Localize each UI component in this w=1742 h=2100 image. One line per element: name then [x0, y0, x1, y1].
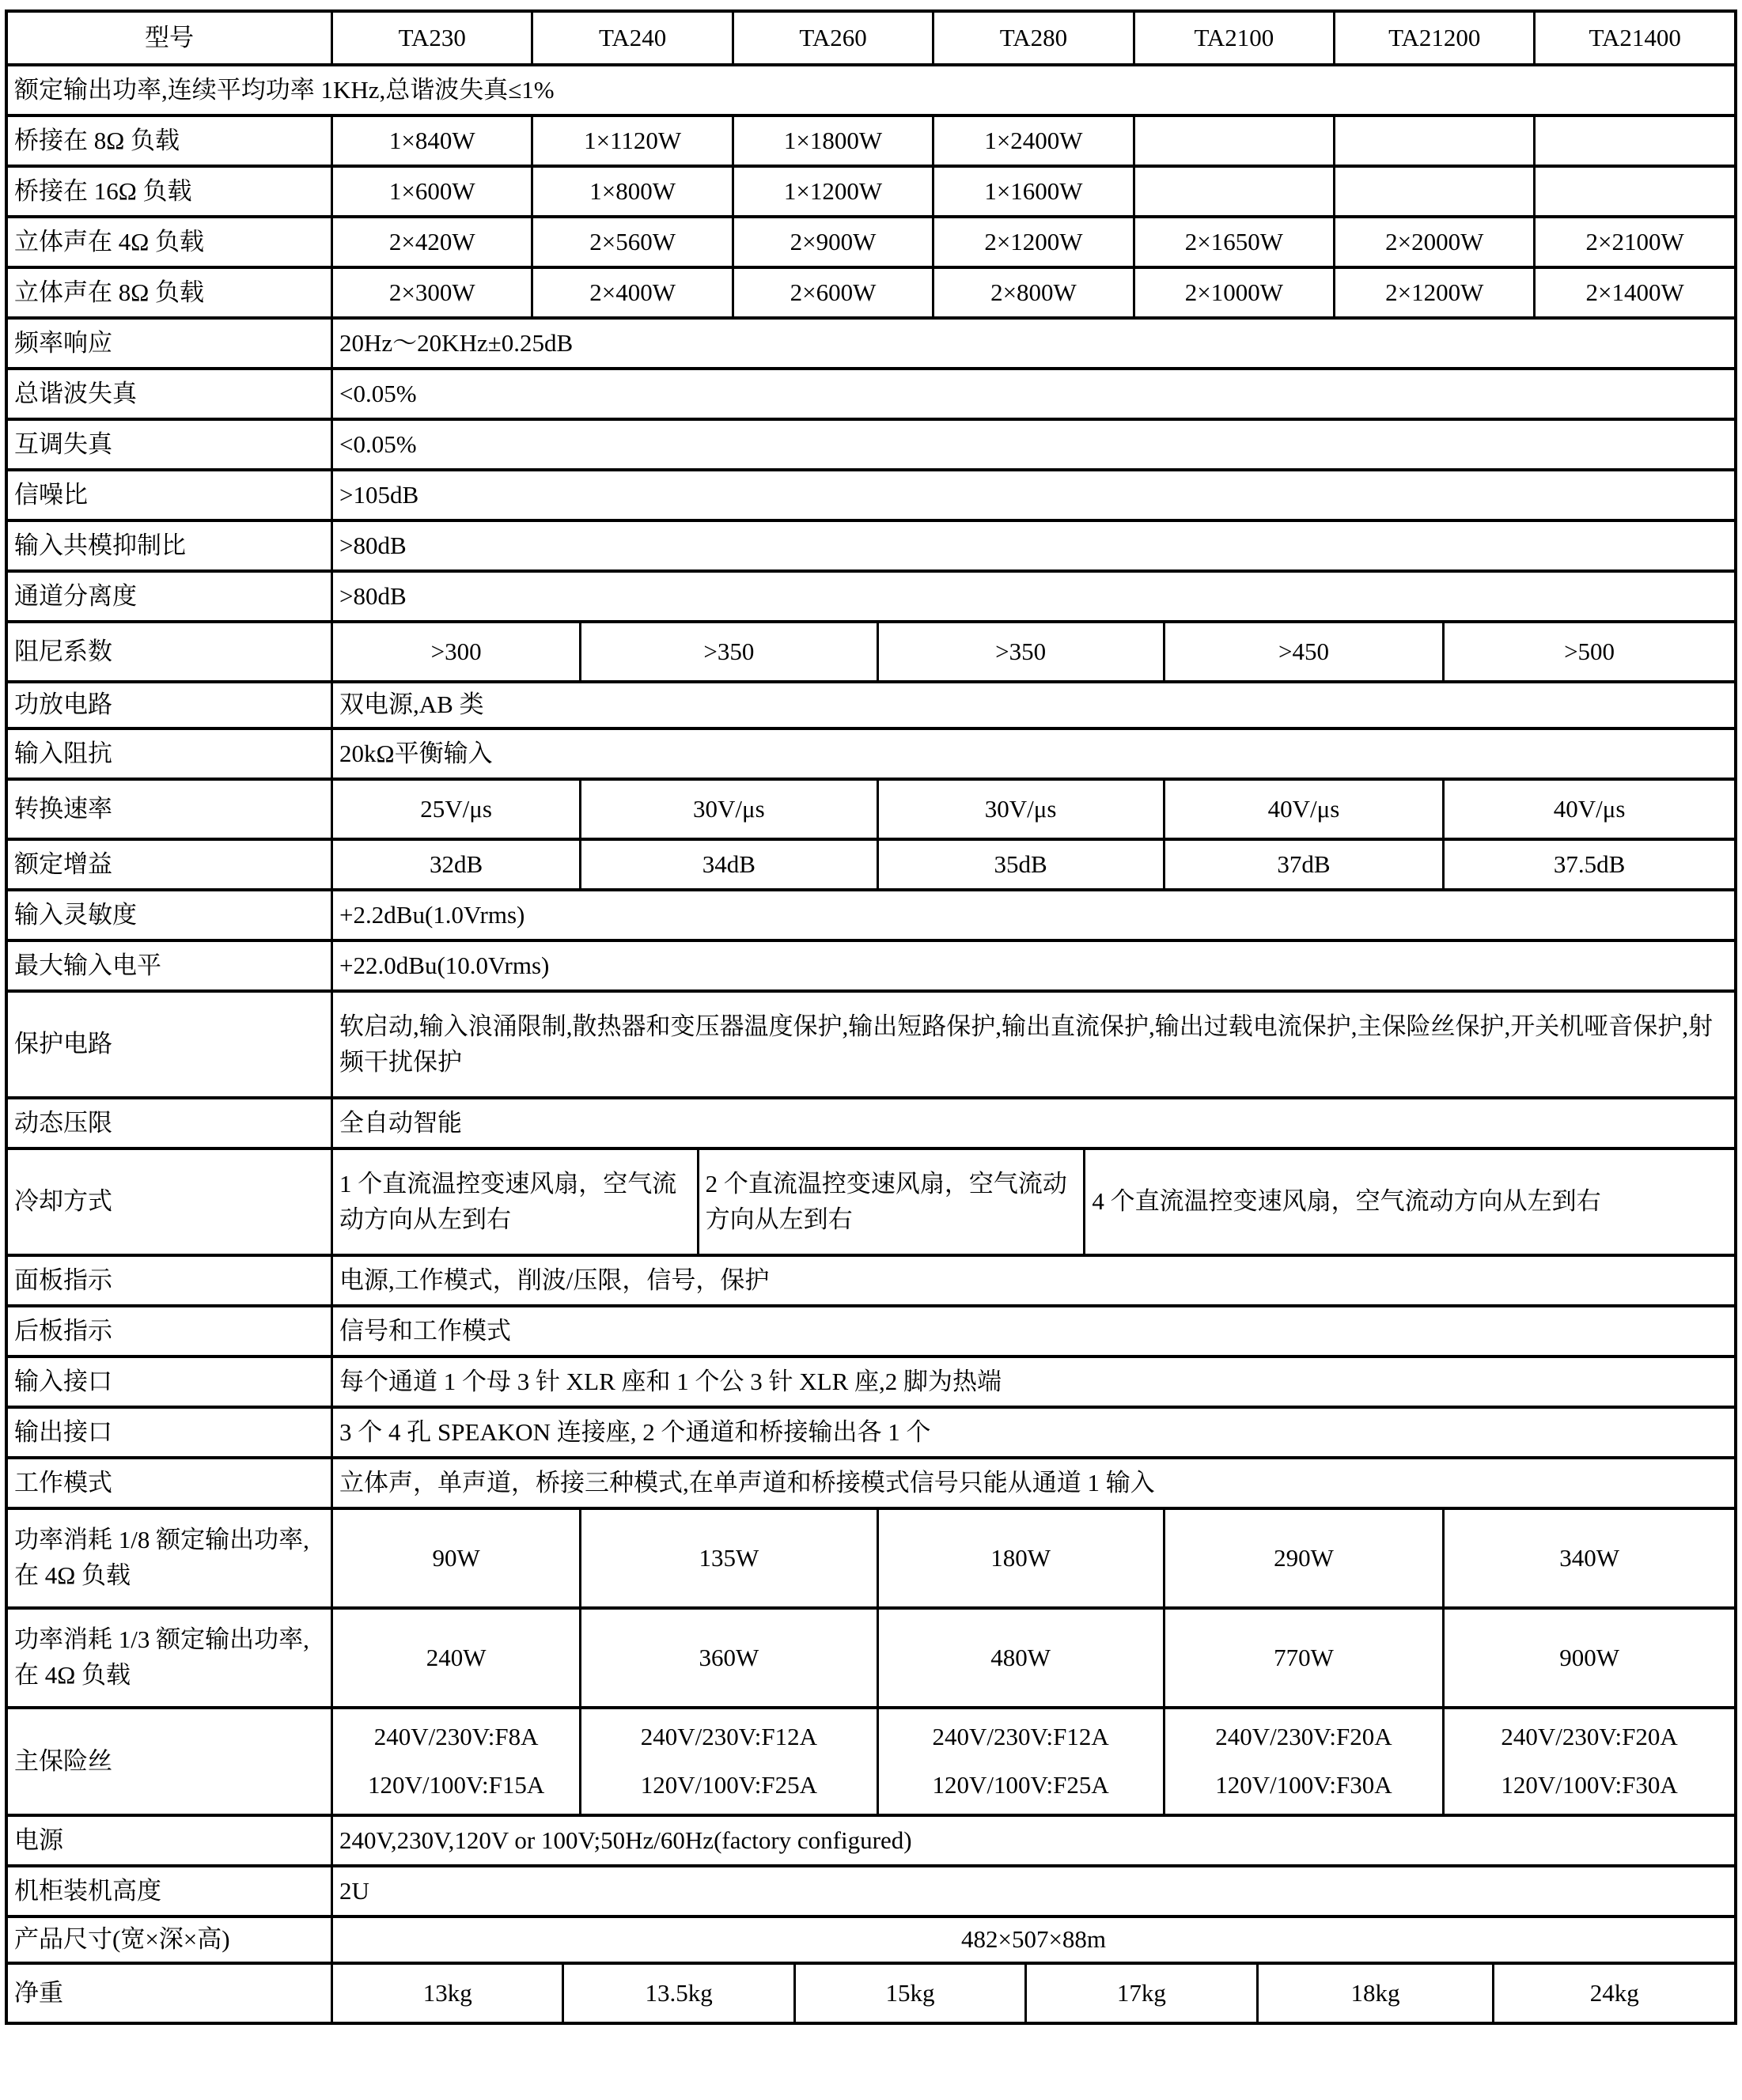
- spec-value-cell: >80dB: [331, 522, 1734, 569]
- spec-value-cell: 2×300W: [331, 269, 531, 316]
- spec-label-cell: 桥接在 16Ω 负载: [14, 176, 192, 205]
- model-name-cell: TA21400: [1533, 13, 1733, 63]
- spec-value-cell: 40V/μs: [1442, 781, 1734, 838]
- spec-value-cell: >350: [877, 623, 1163, 680]
- spec-value-cell: 770W: [1163, 1610, 1442, 1706]
- rated-power-note: 额定输出功率,连续平均功率 1KHz,总谐波失真≤1%: [14, 75, 555, 104]
- spec-value-cell: [1333, 168, 1533, 215]
- spec-value-cell: 2×420W: [331, 218, 531, 266]
- spec-value-cell: >350: [579, 623, 876, 680]
- spec-value-cell: 360W: [579, 1610, 876, 1706]
- spec-value-cell: 240W: [331, 1610, 579, 1706]
- spec-value-cell: +22.0dBu(10.0Vrms): [331, 942, 1734, 989]
- spec-label-cell: 转换速率: [14, 794, 112, 823]
- spec-value-cell: 240V,230V,120V or 100V;50Hz/60Hz(factory configured): [331, 1817, 1734, 1864]
- table-row-damping-factor: [8, 620, 1734, 680]
- table-row-operating-modes: [8, 1456, 1734, 1507]
- spec-label-cell: 动态压限: [14, 1108, 112, 1137]
- spec-value-cell: >500: [1442, 623, 1734, 680]
- fuse-rating-240v: 240V/230V:F12A: [932, 1723, 1109, 1751]
- table-row-rear-panel-indicators: [8, 1304, 1734, 1355]
- table-row-channel-separation: [8, 569, 1734, 620]
- table-row-rated-power-note: [8, 63, 1734, 114]
- spec-value-cell: 2 个直流温控变速风扇，空气流动方向从左到右: [697, 1150, 1084, 1254]
- spec-value-cell: 35dB: [877, 841, 1163, 888]
- header-model-label: 型号: [145, 23, 195, 51]
- spec-value-cell: 全自动智能: [331, 1099, 1734, 1147]
- spec-label-cell: 输入灵敏度: [14, 900, 137, 929]
- table-row-max-input-level: [8, 939, 1734, 989]
- model-name-cell: TA260: [732, 13, 932, 63]
- spec-value-cell: >105dB: [331, 471, 1734, 519]
- spec-label-cell: 保护电路: [14, 1030, 112, 1058]
- spec-value-cell: 1×1120W: [531, 117, 731, 165]
- model-name-cell: TA21200: [1333, 13, 1533, 63]
- spec-value-cell: 90W: [331, 1510, 579, 1606]
- spec-label-cell: 阻尼系数: [14, 637, 112, 665]
- model-name-cell: TA2100: [1133, 13, 1333, 63]
- spec-value-cell: 482×507×88m: [331, 1918, 1734, 1962]
- spec-value-cell: [579, 1709, 876, 1814]
- spec-value-cell: [1333, 117, 1533, 165]
- spec-value-cell: 180W: [877, 1510, 1163, 1606]
- spec-label-cell: 主保险丝: [14, 1746, 112, 1775]
- spec-value-cell: 480W: [877, 1610, 1163, 1706]
- spec-label-cell: 后板指示: [14, 1316, 112, 1345]
- table-row-amp-circuit: [8, 680, 1734, 727]
- spec-value-cell: 电源,工作模式，削波/压限，信号，保护: [331, 1257, 1734, 1304]
- spec-label-cell: 输出接口: [14, 1417, 112, 1446]
- spec-label-cell: 互调失真: [14, 429, 112, 458]
- spec-value-cell: 30V/μs: [877, 781, 1163, 838]
- table-row-main-fuse: [8, 1706, 1734, 1814]
- spec-value-cell: 信号和工作模式: [331, 1307, 1734, 1355]
- spec-value-cell: 20Hz～20KHz±0.25dB: [331, 320, 1734, 367]
- spec-value-cell: [877, 1709, 1163, 1814]
- spec-label-cell: 总谐波失真: [14, 379, 137, 407]
- spec-value-cell: 20kΩ平衡输入: [331, 730, 1734, 778]
- spec-label-cell: 功放电路: [14, 691, 112, 719]
- table-row-dynamic-limiter: [8, 1096, 1734, 1147]
- model-name-cell: TA280: [932, 13, 1132, 63]
- spec-label-cell: 输入阻抗: [14, 739, 112, 767]
- spec-label-cell: 产品尺寸(宽×深×高): [14, 1925, 230, 1954]
- spec-value-cell: 1×840W: [331, 117, 531, 165]
- table-row-dimensions: [8, 1915, 1734, 1962]
- spec-value-cell: [1133, 168, 1333, 215]
- spec-value-cell: 2×600W: [732, 269, 932, 316]
- spec-value-cell: 双电源,AB 类: [331, 683, 1734, 727]
- table-row-thd: [8, 367, 1734, 418]
- table-row-model-header: [8, 13, 1734, 63]
- spec-value-cell: 340W: [1442, 1510, 1734, 1606]
- fuse-rating-240v: 240V/230V:F20A: [1501, 1723, 1678, 1751]
- table-row-stereo-8ohm: [8, 266, 1734, 316]
- fuse-rating-120v: 120V/100V:F25A: [640, 1771, 818, 1799]
- table-row-input-sensitivity: [8, 888, 1734, 939]
- spec-value-cell: 37.5dB: [1442, 841, 1734, 888]
- spec-value-cell: [1442, 1709, 1734, 1814]
- spec-value-cell: 4 个直流温控变速风扇，空气流动方向从左到右: [1083, 1150, 1734, 1254]
- spec-value-cell: 1×1800W: [732, 117, 932, 165]
- spec-label-cell: 立体声在 8Ω 负载: [14, 278, 205, 306]
- spec-label-cell: 信噪比: [14, 480, 88, 509]
- spec-value-cell: 2×1400W: [1533, 269, 1733, 316]
- spec-value-cell: [1533, 168, 1733, 215]
- spec-label-cell: 功率消耗 1/8 额定输出功率,在 4Ω 负载: [14, 1526, 309, 1589]
- spec-value-cell: 2×900W: [732, 218, 932, 266]
- table-row-imd: [8, 418, 1734, 468]
- table-row-bridged-16ohm: [8, 165, 1734, 215]
- spec-value-cell: 每个通道 1 个母 3 针 XLR 座和 1 个公 3 针 XLR 座,2 脚为热端: [331, 1358, 1734, 1406]
- spec-label-cell: 桥接在 8Ω 负载: [14, 126, 180, 154]
- spec-value-cell: >300: [331, 623, 579, 680]
- spec-value-cell: 立体声，单声道，桥接三种模式,在单声道和桥接模式信号只能从通道 1 输入: [331, 1459, 1734, 1507]
- spec-value-cell: 1×2400W: [932, 117, 1132, 165]
- spec-value-cell: 2×1200W: [1333, 269, 1533, 316]
- spec-label-cell: 频率响应: [14, 328, 112, 357]
- fuse-rating-120v: 120V/100V:F30A: [1501, 1771, 1678, 1799]
- spec-value-cell: 1×1600W: [932, 168, 1132, 215]
- spec-label-cell: 机柜装机高度: [14, 1876, 161, 1905]
- spec-label-cell: 额定增益: [14, 849, 112, 878]
- spec-value-cell: >80dB: [331, 573, 1734, 620]
- table-row-slew-rate: [8, 778, 1734, 838]
- table-row-stereo-4ohm: [8, 215, 1734, 266]
- spec-value-cell: 2×1200W: [932, 218, 1132, 266]
- spec-value-cell: 13kg: [331, 1965, 562, 2022]
- table-row-cmrr: [8, 519, 1734, 569]
- spec-value-cell: 2×2100W: [1533, 218, 1733, 266]
- spec-value-cell: 30V/μs: [579, 781, 876, 838]
- spec-value-cell: [331, 1709, 579, 1814]
- spec-value-cell: 1×800W: [531, 168, 731, 215]
- table-row-cooling: [8, 1147, 1734, 1254]
- spec-label-cell: 电源: [14, 1826, 63, 1854]
- spec-value-cell: 135W: [579, 1510, 876, 1606]
- spec-value-cell: 34dB: [579, 841, 876, 888]
- model-name-cell: TA230: [331, 13, 531, 63]
- spec-value-cell: +2.2dBu(1.0Vrms): [331, 891, 1734, 939]
- spec-value-cell: 25V/μs: [331, 781, 579, 838]
- spec-value-cell: >450: [1163, 623, 1442, 680]
- spec-value-cell: 13.5kg: [562, 1965, 793, 2022]
- fuse-rating-240v: 240V/230V:F12A: [640, 1723, 818, 1751]
- spec-value-cell: 1×600W: [331, 168, 531, 215]
- table-row-input-impedance: [8, 727, 1734, 778]
- spec-value-cell: <0.05%: [331, 421, 1734, 468]
- fuse-rating-240v: 240V/230V:F8A: [373, 1723, 539, 1751]
- amplifier-spec-table: [5, 9, 1737, 2025]
- spec-value-cell: 1×1200W: [732, 168, 932, 215]
- spec-label-cell: 最大输入电平: [14, 951, 161, 979]
- spec-value-cell: 2×2000W: [1333, 218, 1533, 266]
- table-row-frequency-response: [8, 316, 1734, 367]
- spec-label-cell: 功率消耗 1/3 额定输出功率,在 4Ω 负载: [14, 1625, 309, 1689]
- table-row-power-consumption-1-8: [8, 1507, 1734, 1606]
- spec-label-cell: 输入共模抑制比: [14, 531, 186, 559]
- fuse-rating-120v: 120V/100V:F15A: [367, 1771, 545, 1799]
- spec-value-cell: 1 个直流温控变速风扇，空气流动方向从左到右: [331, 1150, 697, 1254]
- spec-value-cell: 40V/μs: [1163, 781, 1442, 838]
- table-row-rack-height: [8, 1864, 1734, 1915]
- spec-value-cell: 900W: [1442, 1610, 1734, 1706]
- fuse-rating-240v: 240V/230V:F20A: [1215, 1723, 1392, 1751]
- table-row-protection-circuit: [8, 989, 1734, 1096]
- table-row-snr: [8, 468, 1734, 519]
- spec-label-cell: 输入接口: [14, 1367, 112, 1395]
- table-row-front-panel-indicators: [8, 1254, 1734, 1304]
- table-row-power-consumption-1-3: [8, 1606, 1734, 1706]
- spec-value-cell: [1133, 117, 1333, 165]
- table-row-net-weight: [8, 1962, 1734, 2022]
- spec-value-cell: 3 个 4 孔 SPEAKON 连接座, 2 个通道和桥接输出各 1 个: [331, 1409, 1734, 1456]
- spec-label-cell: 立体声在 4Ω 负载: [14, 227, 205, 255]
- spec-value-cell: 32dB: [331, 841, 579, 888]
- spec-value-cell: 2×1650W: [1133, 218, 1333, 266]
- spec-value-cell: 17kg: [1024, 1965, 1255, 2022]
- spec-value-cell: [1163, 1709, 1442, 1814]
- spec-label-cell: 面板指示: [14, 1266, 112, 1294]
- table-row-bridged-8ohm: [8, 114, 1734, 165]
- spec-value-cell: 290W: [1163, 1510, 1442, 1606]
- spec-value-cell: 2×400W: [531, 269, 731, 316]
- spec-label-cell: 通道分离度: [14, 581, 137, 610]
- model-name-cell: TA240: [531, 13, 731, 63]
- spec-label-cell: 净重: [14, 1978, 63, 2007]
- spec-value-cell: 2U: [331, 1867, 1734, 1915]
- fuse-rating-120v: 120V/100V:F25A: [932, 1771, 1109, 1799]
- spec-value-cell: 37dB: [1163, 841, 1442, 888]
- spec-value-cell: <0.05%: [331, 370, 1734, 418]
- spec-value-cell: [1533, 117, 1733, 165]
- spec-value-cell: 软启动,输入浪涌限制,散热器和变压器温度保护,输出短路保护,输出直流保护,输出过载电流保护,主保险丝保护,开关机哑音保护,射频干扰保护: [331, 993, 1734, 1096]
- spec-label-cell: 工作模式: [14, 1468, 112, 1496]
- fuse-rating-120v: 120V/100V:F30A: [1215, 1771, 1392, 1799]
- spec-value-cell: 24kg: [1492, 1965, 1733, 2022]
- table-row-input-connectors: [8, 1355, 1734, 1406]
- spec-value-cell: 2×560W: [531, 218, 731, 266]
- table-row-rated-gain: [8, 838, 1734, 888]
- table-row-mains-power: [8, 1814, 1734, 1864]
- spec-label-cell: 冷却方式: [14, 1187, 112, 1216]
- spec-value-cell: 2×800W: [932, 269, 1132, 316]
- spec-value-cell: 15kg: [793, 1965, 1024, 2022]
- table-row-output-connectors: [8, 1406, 1734, 1456]
- spec-value-cell: 2×1000W: [1133, 269, 1333, 316]
- spec-value-cell: 18kg: [1256, 1965, 1493, 2022]
